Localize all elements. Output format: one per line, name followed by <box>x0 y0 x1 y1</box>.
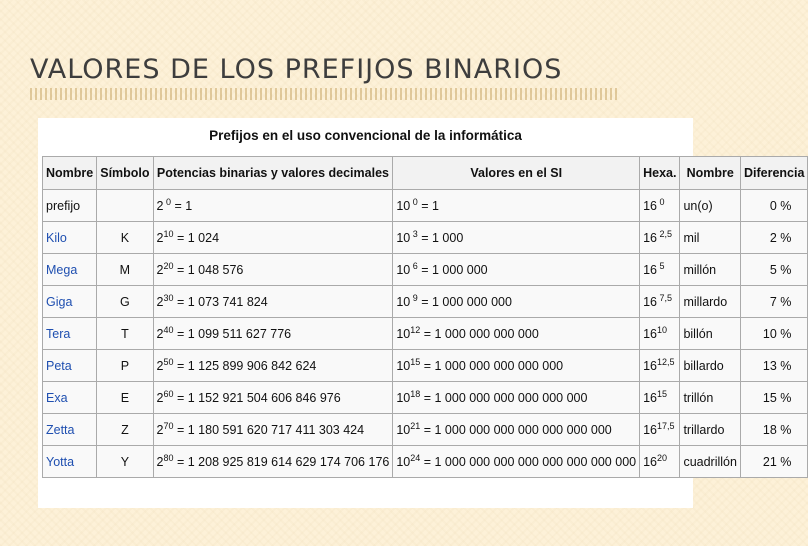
si-exponent: 18 <box>410 388 421 399</box>
si-exponent: 0 <box>410 196 418 207</box>
table-caption: Prefijos en el uso convencional de la informática <box>209 128 522 143</box>
si-base: 10 <box>396 454 411 469</box>
cell-symbol: T <box>97 318 153 350</box>
power-exponent: 20 <box>163 260 174 271</box>
power-value: = 1 <box>171 198 193 213</box>
hex-exponent: 7,5 <box>657 292 673 303</box>
si-base: 10 <box>396 294 411 309</box>
cell-power <box>153 190 393 222</box>
cell-hex <box>640 382 680 414</box>
cell-diferencia: 18 % <box>740 414 807 446</box>
si-base: 10 <box>396 230 411 245</box>
hex-exponent: 2,5 <box>657 228 673 239</box>
si-exponent: 21 <box>410 420 421 431</box>
cell-nombre: billardo <box>680 350 741 382</box>
cell-diferencia: 13 % <box>740 350 807 382</box>
si-exponent: 15 <box>410 356 421 367</box>
cell-si <box>393 382 640 414</box>
prefix-link[interactable]: Exa <box>46 390 68 405</box>
cell-si <box>393 286 640 318</box>
power-base: 2 <box>156 230 164 245</box>
table-row <box>43 286 808 318</box>
hex-base: 16 <box>643 422 657 437</box>
prefix-link[interactable]: Peta <box>46 358 72 373</box>
power-exponent: 70 <box>163 420 174 431</box>
cell-name <box>43 190 97 222</box>
cell-diferencia: 21 % <box>740 446 807 478</box>
cell-diferencia: 5 % <box>740 254 807 286</box>
cell-si <box>393 446 640 478</box>
cell-nombre: billón <box>680 318 741 350</box>
cell-power <box>153 318 393 350</box>
si-base: 10 <box>396 390 411 405</box>
si-value: = 1 000 000 000 000 000 000 000 000 <box>420 454 637 469</box>
prefix-link[interactable]: Zetta <box>46 422 75 437</box>
power-value: = 1 024 <box>173 230 220 245</box>
prefix-table <box>42 156 808 478</box>
si-base: 10 <box>396 262 411 277</box>
prefix-link[interactable]: Mega <box>46 262 78 277</box>
si-base: 10 <box>396 326 411 341</box>
hex-base: 16 <box>643 230 657 245</box>
cell-diferencia: 10 % <box>740 318 807 350</box>
power-base: 2 <box>156 262 164 277</box>
hex-exponent: 12,5 <box>657 356 675 367</box>
power-value: = 1 073 741 824 <box>173 294 268 309</box>
cell-nombre: mil <box>680 222 741 254</box>
cell-nombre: trillón <box>680 382 741 414</box>
table-row <box>43 254 808 286</box>
cell-nombre: trillardo <box>680 414 741 446</box>
cell-symbol <box>97 190 153 222</box>
si-exponent: 24 <box>410 452 421 463</box>
hex-exponent: 15 <box>657 388 668 399</box>
slide-title: VALORES DE LOS PREFIJOS BINARIOS <box>30 54 563 85</box>
cell-name <box>43 318 97 350</box>
power-value: = 1 048 576 <box>173 262 244 277</box>
si-value: = 1 000 000 000 <box>417 294 512 309</box>
cell-name <box>43 382 97 414</box>
cell-diferencia: 15 % <box>740 382 807 414</box>
power-value: = 1 125 899 906 842 624 <box>173 358 317 373</box>
table-header-row <box>43 157 808 190</box>
table-row <box>43 318 808 350</box>
cell-symbol: E <box>97 382 153 414</box>
cell-nombre: un(o) <box>680 190 741 222</box>
cell-hex <box>640 286 680 318</box>
prefix-link[interactable]: Kilo <box>46 230 67 245</box>
si-exponent: 9 <box>410 292 418 303</box>
cell-diferencia: 7 % <box>740 286 807 318</box>
cell-symbol: Y <box>97 446 153 478</box>
power-exponent: 30 <box>163 292 174 303</box>
prefix-link[interactable]: Giga <box>46 294 73 309</box>
cell-nombre: millón <box>680 254 741 286</box>
cell-symbol: G <box>97 286 153 318</box>
power-base: 2 <box>156 326 164 341</box>
header-diferencia: Diferencia <box>740 157 807 190</box>
hex-base: 16 <box>643 358 657 373</box>
prefix-link[interactable]: Yotta <box>46 454 75 469</box>
cell-name <box>43 254 97 286</box>
hex-base: 16 <box>643 198 657 213</box>
cell-name <box>43 222 97 254</box>
si-value: = 1 000 000 000 000 000 000 000 <box>420 422 612 437</box>
cell-power <box>153 414 393 446</box>
hex-base: 16 <box>643 262 657 277</box>
si-value: = 1 000 000 <box>417 262 488 277</box>
hex-exponent: 0 <box>657 196 665 207</box>
table-panel <box>38 118 805 508</box>
title-underline <box>30 88 618 100</box>
prefix-label: prefijo <box>46 198 81 213</box>
power-base: 2 <box>156 390 164 405</box>
cell-name <box>43 446 97 478</box>
cell-power <box>153 382 393 414</box>
cell-name <box>43 350 97 382</box>
si-base: 10 <box>396 358 411 373</box>
header-potencias: Potencias binarias y valores decimales <box>153 157 393 190</box>
cell-si <box>393 350 640 382</box>
hex-exponent: 20 <box>657 452 668 463</box>
si-base: 10 <box>396 422 411 437</box>
cell-symbol: M <box>97 254 153 286</box>
si-value: = 1 <box>417 198 439 213</box>
hex-base: 16 <box>643 454 657 469</box>
cell-diferencia: 2 % <box>740 222 807 254</box>
hex-exponent: 5 <box>657 260 665 271</box>
cell-hex <box>640 222 680 254</box>
power-exponent: 60 <box>163 388 174 399</box>
cell-diferencia: 0 % <box>740 190 807 222</box>
cell-power <box>153 286 393 318</box>
cell-hex <box>640 190 680 222</box>
hex-base: 16 <box>643 390 657 405</box>
header-simbolo: Símbolo <box>97 157 153 190</box>
table-row <box>43 190 808 222</box>
cell-nombre: millardo <box>680 286 741 318</box>
cell-si <box>393 222 640 254</box>
table-row <box>43 382 808 414</box>
power-base: 2 <box>156 454 164 469</box>
si-exponent: 6 <box>410 260 418 271</box>
table-row <box>43 446 808 478</box>
power-base: 2 <box>156 294 164 309</box>
si-value: = 1 000 000 000 000 <box>420 326 539 341</box>
power-exponent: 10 <box>163 228 174 239</box>
si-value: = 1 000 000 000 000 000 000 <box>420 390 588 405</box>
cell-si <box>393 254 640 286</box>
si-value: = 1 000 000 000 000 000 <box>420 358 564 373</box>
prefix-link[interactable]: Tera <box>46 326 71 341</box>
cell-hex <box>640 446 680 478</box>
power-exponent: 50 <box>163 356 174 367</box>
cell-power <box>153 350 393 382</box>
table-row <box>43 414 808 446</box>
hex-base: 16 <box>643 294 657 309</box>
cell-hex <box>640 414 680 446</box>
power-value: = 1 152 921 504 606 846 976 <box>173 390 341 405</box>
cell-power <box>153 446 393 478</box>
si-exponent: 12 <box>410 324 421 335</box>
power-exponent: 40 <box>163 324 174 335</box>
cell-name <box>43 414 97 446</box>
cell-symbol: Z <box>97 414 153 446</box>
cell-si <box>393 414 640 446</box>
power-base: 2 <box>156 358 164 373</box>
si-base: 10 <box>396 198 411 213</box>
cell-power <box>153 222 393 254</box>
power-value: = 1 180 591 620 717 411 303 424 <box>173 422 365 437</box>
header-hexa: Hexa. <box>640 157 680 190</box>
power-exponent: 80 <box>163 452 174 463</box>
si-value: = 1 000 <box>417 230 464 245</box>
power-exponent: 0 <box>163 196 172 207</box>
cell-symbol: K <box>97 222 153 254</box>
cell-nombre: cuadrillón <box>680 446 741 478</box>
hex-exponent: 17,5 <box>657 420 675 431</box>
power-base: 2 <box>156 422 164 437</box>
cell-si <box>393 190 640 222</box>
hex-exponent: 10 <box>657 324 668 335</box>
cell-si <box>393 318 640 350</box>
si-exponent: 3 <box>410 228 418 239</box>
power-value: = 1 099 511 627 776 <box>173 326 292 341</box>
cell-hex <box>640 350 680 382</box>
table-row <box>43 222 808 254</box>
power-base: 2 <box>156 198 164 213</box>
power-value: = 1 208 925 819 614 629 174 706 176 <box>173 454 390 469</box>
hex-base: 16 <box>643 326 657 341</box>
cell-hex <box>640 254 680 286</box>
header-valores-si: Valores en el SI <box>393 157 640 190</box>
cell-power <box>153 254 393 286</box>
cell-hex <box>640 318 680 350</box>
table-row <box>43 350 808 382</box>
cell-symbol: P <box>97 350 153 382</box>
cell-name <box>43 286 97 318</box>
header-nombre: Nombre <box>43 157 97 190</box>
header-nombre-2: Nombre <box>680 157 741 190</box>
